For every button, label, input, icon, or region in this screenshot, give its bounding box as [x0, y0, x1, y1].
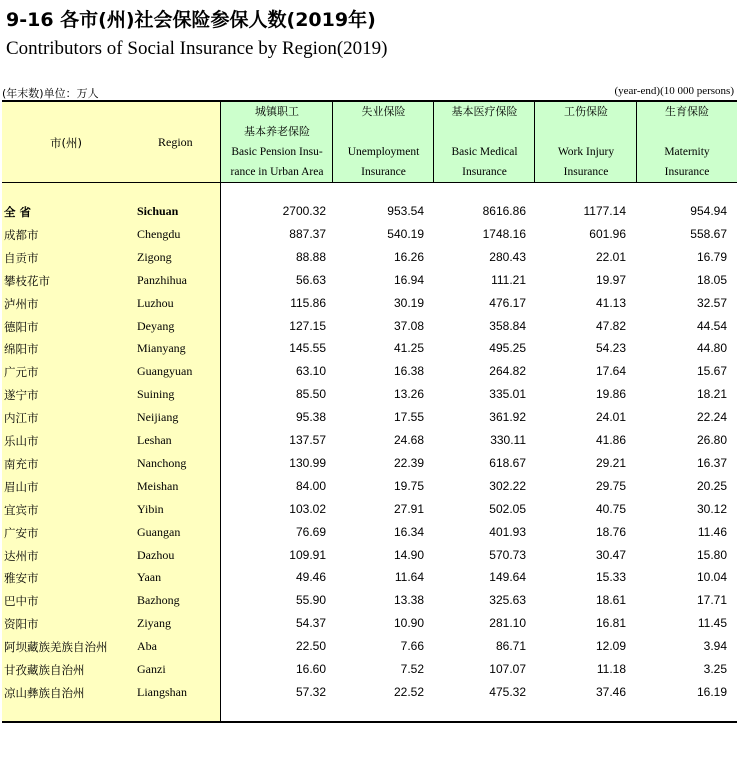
value-cell: 29.75	[595, 478, 626, 493]
region-name-en: Suining	[137, 387, 175, 402]
header-region-en: Region	[158, 135, 193, 149]
value-cell: 16.60	[295, 662, 326, 676]
value-cell: 17.64	[595, 364, 626, 379]
value-cell: 10.04	[696, 570, 727, 585]
value-cell: 16.37	[696, 455, 727, 470]
region-name-en: Chengdu	[137, 226, 181, 241]
region-name-cn: 成都市	[4, 227, 39, 242]
column-header-cn: 基本养老保险	[244, 125, 310, 138]
value-cell: 145.55	[289, 341, 326, 356]
column-header-en: rance in Urban Area	[230, 166, 324, 178]
value-cell: 84.00	[295, 478, 326, 493]
value-cell: 558.67	[690, 226, 727, 241]
region-name-en: Ganzi	[137, 662, 166, 676]
value-cell: 103.02	[289, 501, 326, 516]
column-header-en: Work Injury	[557, 146, 615, 158]
column-header-en: Basic Pension Insu-	[231, 146, 323, 158]
column-header	[637, 102, 737, 182]
table-row	[0, 361, 738, 384]
region-name-cn: 资阳市	[4, 617, 39, 632]
column-header-cn	[434, 122, 535, 142]
value-cell: 280.43	[489, 249, 526, 264]
value-cell: 16.94	[393, 272, 424, 287]
value-cell: 32.57	[696, 295, 727, 310]
column-header-cn: 工伤保险	[564, 105, 608, 118]
value-cell: 55.90	[295, 593, 326, 608]
column-header-en: Insurance	[563, 166, 609, 178]
region-name-cn: 南充市	[4, 456, 39, 471]
value-cell: 1177.14	[583, 204, 626, 218]
value-cell: 22.39	[393, 455, 424, 470]
table-row	[0, 590, 738, 613]
region-name-en: Luzhou	[137, 295, 174, 310]
value-cell: 618.67	[489, 455, 526, 470]
value-cell: 76.69	[295, 524, 326, 539]
table-bottom-rule	[2, 721, 737, 723]
value-cell: 601.96	[589, 226, 626, 241]
value-cell: 11.64	[394, 570, 424, 585]
value-cell: 11.45	[697, 616, 727, 631]
value-cell: 11.46	[697, 524, 727, 539]
value-cell: 57.32	[295, 684, 326, 699]
value-cell: 264.82	[489, 364, 526, 379]
region-name-cn: 乐山市	[4, 434, 39, 448]
table-row	[0, 636, 738, 659]
region-name-cn: 甘孜藏族自治州	[4, 663, 85, 677]
region-name-en: Dazhou	[137, 547, 175, 562]
region-name-en: Zigong	[137, 249, 172, 264]
table-row	[0, 201, 738, 224]
column-header-cn	[333, 122, 434, 142]
region-name-en: Leshan	[137, 433, 172, 447]
region-name-en: Aba	[137, 639, 157, 654]
table-row	[0, 567, 738, 590]
table-row	[0, 247, 738, 270]
column-header	[333, 102, 434, 182]
value-cell: 24.68	[393, 433, 424, 447]
value-cell: 95.38	[295, 410, 326, 425]
value-cell: 149.64	[489, 570, 526, 585]
table-row	[0, 384, 738, 407]
table-row	[0, 499, 738, 522]
region-name-en: Panzhihua	[137, 272, 187, 287]
table-row	[0, 522, 738, 545]
value-cell: 22.24	[696, 410, 727, 425]
value-cell: 44.54	[696, 318, 727, 333]
column-header-en: Basic Medical	[451, 146, 518, 158]
region-name-cn: 巴中市	[4, 594, 39, 609]
value-cell: 22.50	[295, 639, 326, 654]
value-cell: 127.15	[289, 318, 326, 333]
table-row	[0, 430, 738, 453]
region-name-cn: 眉山市	[4, 479, 39, 494]
value-cell: 15.80	[696, 547, 727, 562]
value-cell: 14.90	[393, 547, 424, 562]
value-cell: 29.21	[595, 455, 626, 470]
value-cell: 107.07	[489, 662, 526, 676]
value-cell: 475.32	[489, 684, 526, 699]
value-cell: 22.01	[595, 249, 626, 264]
value-cell: 330.11	[490, 433, 526, 447]
value-cell: 13.38	[393, 593, 424, 608]
column-header	[221, 102, 333, 182]
value-cell: 27.91	[393, 501, 424, 516]
value-cell: 20.25	[696, 478, 727, 493]
value-cell: 18.76	[595, 524, 626, 539]
table-row	[0, 476, 738, 499]
value-cell: 26.80	[696, 433, 727, 447]
value-cell: 30.19	[393, 295, 424, 310]
value-cell: 502.05	[489, 501, 526, 516]
value-cell: 19.75	[393, 478, 424, 493]
value-cell: 41.13	[595, 295, 626, 310]
value-cell: 109.91	[289, 547, 326, 562]
value-cell: 953.54	[387, 204, 424, 218]
value-cell: 1748.16	[482, 226, 526, 241]
value-cell: 887.37	[289, 226, 326, 241]
value-cell: 16.81	[595, 616, 626, 631]
region-name-cn: 广元市	[4, 365, 39, 380]
value-cell: 17.71	[696, 593, 727, 608]
region-name-cn: 泸州市	[4, 296, 39, 311]
region-name-en: Nanchong	[137, 455, 187, 470]
region-name-en: Liangshan	[137, 684, 187, 699]
value-cell: 325.63	[489, 593, 526, 608]
value-cell: 22.52	[393, 684, 424, 699]
table-row	[0, 407, 738, 430]
value-cell: 476.17	[489, 295, 526, 310]
column-header-en: Insurance	[361, 166, 406, 178]
value-cell: 49.46	[295, 570, 326, 585]
value-cell: 540.19	[387, 226, 424, 241]
region-name-cn: 宜宾市	[4, 502, 39, 517]
table-row	[0, 659, 738, 682]
value-cell: 954.94	[690, 204, 727, 218]
value-cell: 111.21	[491, 272, 526, 287]
column-header-cn: 城镇职工	[255, 105, 299, 118]
value-cell: 19.86	[595, 387, 626, 402]
column-header-en: Insurance	[664, 166, 710, 178]
value-cell: 16.26	[393, 249, 424, 264]
value-cell: 41.25	[393, 341, 424, 356]
value-cell: 18.61	[595, 593, 626, 608]
unit-note-en: (year-end)(10 000 persons)	[614, 85, 734, 97]
column-header-en: Maternity	[664, 146, 710, 158]
column-header-en: Unemployment	[347, 146, 420, 158]
value-cell: 18.21	[696, 387, 727, 402]
value-cell: 17.55	[393, 410, 424, 425]
region-name-cn: 遂宁市	[4, 388, 39, 403]
value-cell: 12.09	[595, 639, 626, 654]
table-row	[0, 293, 738, 316]
column-header-en: Insurance	[462, 166, 507, 178]
region-name-cn: 达州市	[4, 548, 39, 563]
table-row	[0, 224, 738, 247]
value-cell: 44.80	[696, 341, 727, 356]
region-name-en: Yibin	[137, 501, 164, 516]
region-name-en: Sichuan	[137, 204, 179, 218]
page-title-en: Contributors of Social Insurance by Region(2019)	[6, 38, 388, 59]
value-cell: 37.46	[595, 684, 626, 699]
region-name-cn: 攀枝花市	[4, 273, 50, 288]
value-cell: 41.86	[595, 433, 626, 447]
table-row	[0, 453, 738, 476]
value-cell: 56.63	[295, 272, 326, 287]
column-header-cn: 生育保险	[665, 105, 709, 118]
value-cell: 86.71	[495, 639, 526, 654]
header-bottom-rule	[2, 182, 737, 183]
table-row	[0, 316, 738, 339]
table-row	[0, 613, 738, 636]
value-cell: 16.34	[393, 524, 424, 539]
value-cell: 37.08	[393, 318, 424, 333]
value-cell: 19.97	[595, 272, 626, 287]
value-cell: 115.86	[290, 295, 326, 310]
region-name-cn: 绵阳市	[4, 342, 39, 357]
value-cell: 7.66	[400, 639, 424, 654]
column-header-cn: 失业保险	[361, 105, 406, 118]
value-cell: 13.26	[393, 387, 424, 402]
value-cell: 18.05	[696, 272, 727, 287]
value-cell: 3.25	[703, 662, 727, 676]
page-title-cn: 9-16 各市(州)社会保险参保人数(2019年)	[6, 9, 376, 31]
table-row	[0, 270, 738, 293]
value-cell: 15.67	[696, 364, 727, 379]
value-cell: 281.10	[489, 616, 526, 631]
value-cell: 40.75	[595, 501, 626, 516]
value-cell: 54.23	[595, 341, 626, 356]
region-name-cn: 凉山彝族自治州	[4, 685, 85, 700]
value-cell: 302.22	[489, 478, 526, 493]
value-cell: 15.33	[595, 570, 626, 585]
value-cell: 63.10	[295, 364, 326, 379]
value-cell: 24.01	[595, 410, 626, 425]
column-header-cn: 基本医疗保险	[451, 105, 518, 118]
region-name-en: Bazhong	[137, 593, 180, 608]
value-cell: 570.73	[489, 547, 526, 562]
value-cell: 361.92	[489, 410, 526, 425]
value-cell: 10.90	[393, 616, 424, 631]
region-name-cn: 广安市	[4, 525, 39, 540]
value-cell: 335.01	[489, 387, 526, 402]
column-header-cn	[637, 122, 737, 142]
value-cell: 85.50	[295, 387, 326, 402]
region-name-cn: 雅安市	[4, 571, 39, 586]
region-name-en: Yaan	[137, 570, 162, 585]
column-header	[535, 102, 637, 182]
region-name-en: Meishan	[137, 478, 179, 493]
region-name-cn: 自贡市	[4, 250, 39, 265]
value-cell: 88.88	[295, 249, 326, 264]
value-cell: 358.84	[489, 318, 526, 333]
region-name-en: Guangan	[137, 524, 181, 539]
region-name-en: Neijiang	[137, 410, 179, 425]
region-name-en: Guangyuan	[137, 364, 193, 379]
value-cell: 47.82	[595, 318, 626, 333]
value-cell: 54.37	[295, 616, 326, 631]
region-name-cn: 全 省	[4, 205, 32, 219]
value-cell: 2700.32	[282, 204, 326, 218]
value-cell: 137.57	[289, 433, 326, 447]
region-name-cn: 内江市	[4, 411, 39, 426]
region-name-en: Ziyang	[137, 616, 171, 631]
value-cell: 16.79	[696, 249, 727, 264]
value-cell: 3.94	[703, 639, 727, 654]
column-header	[434, 102, 535, 182]
table-row	[0, 338, 738, 361]
unit-note-cn: (年末数)单位：万人	[2, 87, 99, 100]
value-cell: 30.47	[595, 547, 626, 562]
table-row	[0, 682, 738, 705]
value-cell: 8616.86	[482, 204, 526, 218]
header-region-cn: 市(州)	[50, 136, 82, 150]
value-cell: 16.19	[696, 684, 727, 699]
table-row	[0, 545, 738, 568]
region-name-en: Mianyang	[137, 341, 186, 356]
value-cell: 495.25	[489, 341, 526, 356]
value-cell: 130.99	[289, 455, 326, 470]
region-name-cn: 德阳市	[4, 319, 39, 334]
value-cell: 16.38	[393, 364, 424, 379]
region-name-cn: 阿坝藏族羌族自治州	[4, 640, 108, 655]
value-cell: 11.18	[596, 662, 626, 676]
value-cell: 7.52	[400, 662, 424, 676]
column-header-cn	[535, 122, 637, 142]
value-cell: 30.12	[696, 501, 727, 516]
value-cell: 401.93	[489, 524, 526, 539]
region-name-en: Deyang	[137, 318, 175, 333]
